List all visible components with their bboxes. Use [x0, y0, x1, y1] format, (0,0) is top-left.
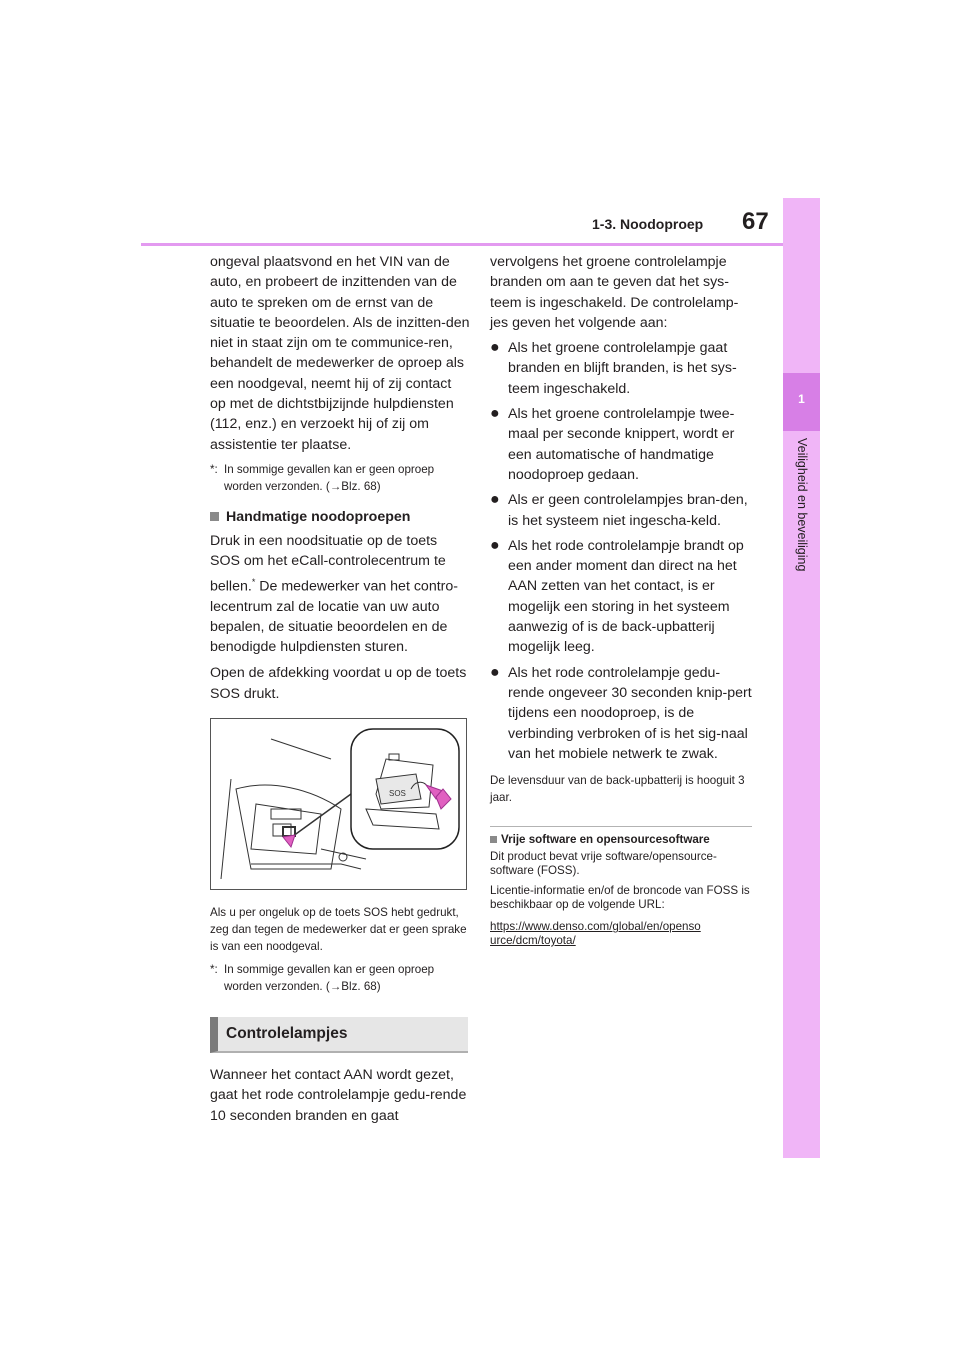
square-bullet-icon [210, 512, 219, 521]
list-item [490, 338, 752, 399]
sos-button-illustration [210, 718, 467, 890]
paragraph: Wanneer het contact AAN wordt gezet, gaat het rode controlelampje gedu-rende 10 seconden branden en gaat [210, 1067, 467, 1124]
list-item-text: Als het groene controlelampje gaat branden en blijft branden, is het sys-teem ingeschakeld. [508, 340, 737, 397]
footnote-mark: *: [210, 462, 218, 476]
list-item [490, 404, 752, 485]
bullet-dot-icon: ● [490, 405, 500, 423]
bullet-dot-icon: ● [490, 339, 500, 357]
paragraph-text: De medewerker van het contro-lecentrum zal de locatie van uw auto bepalen, de situatie beoordelen en de benodigde hulpdiensten sturen. [210, 578, 458, 656]
section-divider [490, 826, 752, 827]
footnote-text: In sommige gevallen kan er geen oproep worden verzonden. (→Blz. 68) [224, 462, 435, 493]
caption: Als u per ongeluk op de toets SOS hebt gedrukt, zeg dan tegen de medewerker dat er geen sprake is van een noodgeval. [210, 906, 467, 954]
section-title: 1-3. Noodoproep [592, 216, 704, 232]
footnote [210, 961, 470, 995]
paragraph: Open de afdekking voordat u op de toets SOS drukt. [210, 665, 467, 702]
header-divider [141, 243, 783, 246]
page-number: 67 [742, 208, 769, 235]
bullet-dot-icon: ● [490, 536, 500, 554]
list-item-text: Als het rode controlelampje gedu-rende ongeveer 30 seconden knip-pert tijdens een noodoproep, is de verbinding verbroken of is het sig-naal van het mobiele netwerk te zwak. [508, 664, 752, 762]
paragraph: Dit product bevat vrije software/opensource-software (FOSS). [490, 850, 717, 878]
bullet-dot-icon: ● [490, 491, 500, 509]
list-item-text: Als er geen controlelampjes bran-den, is het systeem niet ingescha-keld. [508, 492, 748, 529]
paragraph: vervolgens het groene controlelampje branden om aan te geven dat het sys-teem is ingeschakeld. De controlelamp-jes geven het volgende aan: [490, 254, 739, 331]
subsection-heading [490, 833, 752, 846]
square-bullet-icon [490, 836, 497, 843]
chapter-number: 1 [798, 392, 805, 406]
overhead-console-drawing [211, 719, 466, 889]
list-item [490, 663, 752, 764]
sos-label: SOS [389, 789, 406, 799]
footnote [210, 461, 470, 495]
list-item-text: Als het groene controlelampje twee-maal per seconde knippert, wordt er een automatische of handmatige noodoproep gedaan. [508, 406, 735, 483]
paragraph: ongeval plaatsvond en het VIN van de auto, en probeert de inzittenden van de auto te spreken om de ernst van de situatie te beoordelen. Als de inzitten-den niet in staat zijn om te communice-ren, behandelt de medewerker de oproep als een noodgeval, neemt hij of zij contact op met de dichtstbijzijnde hulpdiensten (112, enz.) en verzoekt hij of zij om assistentie ter plaatse. [210, 254, 470, 453]
paragraph: Licentie-informatie en/of de broncode van FOSS is beschikbaar op de volgende URL: [490, 884, 750, 912]
section-heading-text: Handmatige noodoproepen [226, 508, 411, 525]
footnote-text: In sommige gevallen kan er geen oproep worden verzonden. (→Blz. 68) [224, 963, 435, 994]
section-heading [210, 509, 470, 525]
footnote-star: * [251, 576, 256, 587]
foss-url-link[interactable]: https://www.denso.com/global/en/opensource/dcm/toyota/ [490, 920, 701, 948]
note-text: De levensduur van de back-upbatterij is hooguit 3 jaar. [490, 774, 745, 805]
bullet-dot-icon: ● [490, 663, 500, 681]
boxed-section-heading: Controlelampjes [210, 1017, 468, 1053]
subsection-heading-text: Vrije software en opensourcesoftware [501, 833, 710, 847]
list-item [490, 536, 752, 658]
list-item [490, 490, 752, 531]
paragraph-text: Druk in een noodsituatie op de toets SOS om het eCall-controlecentrum te bellen. [210, 532, 446, 595]
chapter-side-strip [783, 198, 820, 1158]
paragraph [210, 531, 470, 658]
list-item-text: Als het rode controlelampje brandt op een ander moment dan direct na het AAN zetten van het contact, is er mogelijk een storing in het systeem aanwezig of is de back-upbatterij mogelijk leeg. [508, 537, 744, 656]
left-column [210, 252, 470, 1126]
chapter-label: Veiligheid en beveiliging [795, 438, 809, 572]
footnote-mark: *: [210, 963, 218, 977]
right-column [490, 252, 752, 948]
